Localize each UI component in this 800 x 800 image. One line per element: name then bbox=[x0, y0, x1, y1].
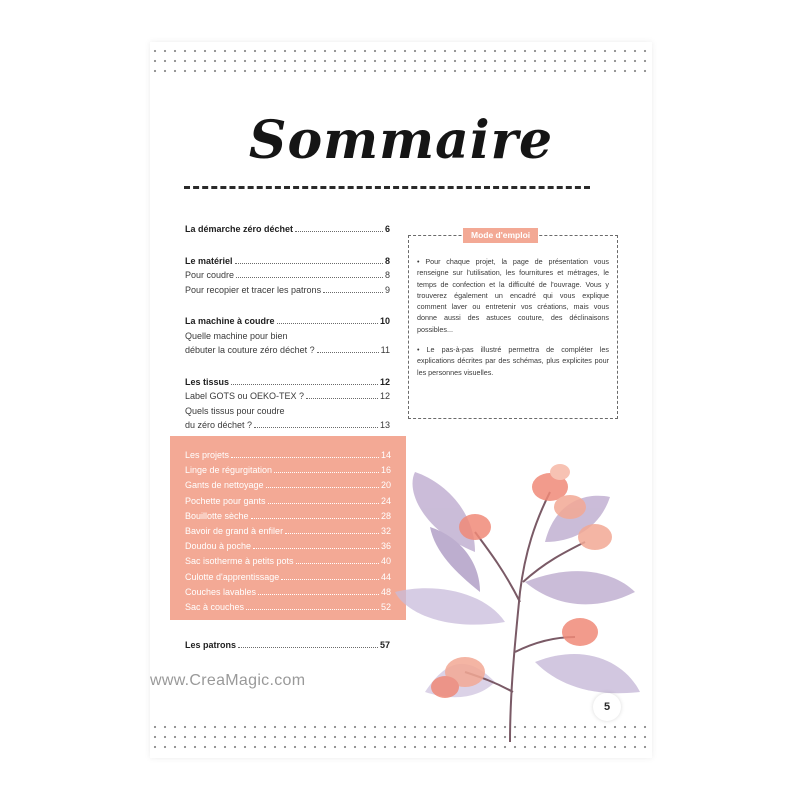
toc-page: 8 bbox=[384, 270, 390, 280]
toc-page: 11 bbox=[380, 345, 390, 355]
dotted-border-bottom bbox=[150, 722, 652, 752]
project-page: 48 bbox=[380, 586, 391, 597]
dot-leader bbox=[277, 323, 378, 324]
toc-label: La démarche zéro déchet bbox=[185, 224, 294, 234]
mode-emploi-tag: Mode d'emploi bbox=[463, 228, 538, 243]
toc-section-demarche bbox=[185, 222, 390, 237]
leaf bbox=[395, 588, 505, 624]
toc-section-materiel bbox=[185, 254, 390, 298]
book-page bbox=[150, 42, 652, 758]
title-divider bbox=[184, 186, 590, 189]
toc-label: Quelle machine pour bien bbox=[185, 330, 288, 341]
project-page: 44 bbox=[380, 571, 391, 582]
toc-page: 10 bbox=[379, 316, 390, 326]
project-row bbox=[185, 539, 391, 554]
dot-leader bbox=[231, 384, 378, 385]
toc-page: 12 bbox=[379, 376, 390, 387]
mode-emploi-paragraph: • Pour chaque projet, la page de présentation vous renseigne sur l'utilisation, les fournitures et métrages, le temps de confection et la difficulté de l'ouvrage. Vous y trouverez également un encadré qui vous explique comment laver ou entretenir vos créations, mais vous donne aussi des astuces couture, des déclinaisons possibles... bbox=[417, 257, 609, 334]
project-row bbox=[185, 570, 391, 585]
flower-petal bbox=[562, 618, 598, 646]
toc-page: 13 bbox=[379, 420, 390, 430]
flower-petal bbox=[550, 464, 570, 480]
project-page: 28 bbox=[380, 510, 391, 521]
page-number: 5 bbox=[593, 693, 621, 721]
mode-emploi-box bbox=[408, 230, 618, 419]
project-page: 40 bbox=[380, 556, 391, 567]
project-page: 52 bbox=[380, 602, 391, 613]
project-label: Sac à couches bbox=[185, 602, 245, 613]
project-row bbox=[185, 448, 391, 463]
dot-leader bbox=[235, 263, 383, 264]
dot-leader bbox=[253, 548, 379, 549]
project-label: Couches lavables bbox=[185, 586, 257, 597]
dot-leader bbox=[317, 352, 379, 353]
toc-label: Les patrons bbox=[185, 640, 237, 650]
toc-row bbox=[185, 283, 390, 298]
toc-row bbox=[185, 404, 390, 419]
dot-leader bbox=[306, 398, 378, 399]
toc-label: Pour coudre bbox=[185, 270, 235, 280]
dot-leader bbox=[258, 594, 379, 595]
project-label: Culotte d'apprentissage bbox=[185, 571, 280, 582]
project-label: Gants de nettoyage bbox=[185, 480, 264, 491]
project-label: Sac isotherme à petits pots bbox=[185, 556, 294, 567]
dotted-border-top bbox=[150, 46, 652, 76]
page-title: Sommaire bbox=[248, 110, 554, 171]
leaf bbox=[525, 571, 635, 604]
toc-page: 9 bbox=[384, 284, 390, 295]
project-row bbox=[185, 478, 391, 493]
project-page: 14 bbox=[380, 450, 391, 460]
dot-leader bbox=[274, 472, 379, 473]
toc-section-machine bbox=[185, 314, 390, 358]
project-row bbox=[185, 494, 391, 509]
dot-leader bbox=[296, 563, 379, 564]
toc-label: débuter la couture zéro déchet ? bbox=[185, 345, 315, 355]
toc-row bbox=[185, 254, 390, 269]
toc-page: 57 bbox=[379, 640, 390, 650]
toc-row bbox=[185, 418, 390, 433]
project-page: 20 bbox=[380, 480, 391, 491]
toc-label: Le matériel bbox=[185, 255, 233, 266]
toc-row bbox=[185, 389, 390, 404]
project-row bbox=[185, 600, 391, 615]
stem bbox=[475, 532, 520, 602]
project-label: Les projets bbox=[185, 450, 230, 460]
project-page: 32 bbox=[380, 526, 391, 537]
project-page: 36 bbox=[380, 541, 391, 552]
project-label: Linge de régurgitation bbox=[185, 465, 273, 476]
toc-page: 8 bbox=[384, 255, 390, 266]
flower-petal bbox=[459, 514, 491, 540]
toc-label: Les tissus bbox=[185, 376, 230, 387]
dot-leader bbox=[246, 609, 379, 610]
dot-leader bbox=[281, 579, 379, 580]
toc-label: La machine à coudre bbox=[185, 316, 275, 326]
toc-label: Pour recopier et tracer les patrons bbox=[185, 284, 322, 295]
dot-leader bbox=[323, 292, 383, 293]
toc-section-tissus bbox=[185, 375, 390, 433]
dot-leader bbox=[295, 231, 383, 232]
project-row bbox=[185, 524, 391, 539]
project-row bbox=[185, 509, 391, 524]
dot-leader bbox=[238, 647, 378, 648]
toc-row bbox=[185, 638, 390, 653]
dot-leader bbox=[254, 427, 378, 428]
mode-emploi-paragraph: • Le pas-à-pas illustré permettra de compléter les explications décrites par des schémas, plus explicites pour les personnes visuelles. bbox=[417, 345, 609, 377]
project-label: Bouillotte sèche bbox=[185, 510, 249, 521]
project-row bbox=[185, 463, 391, 478]
project-page: 16 bbox=[380, 465, 391, 476]
toc-row bbox=[185, 268, 390, 283]
toc-row bbox=[185, 222, 390, 237]
project-label: Doudou à poche bbox=[185, 541, 252, 552]
project-row bbox=[185, 585, 391, 600]
flower-petal bbox=[554, 495, 586, 519]
toc-row bbox=[185, 343, 390, 358]
watermark: www.CreaMagic.com bbox=[150, 672, 306, 689]
toc-page: 12 bbox=[379, 391, 390, 401]
dot-leader bbox=[231, 457, 379, 458]
toc-label: Label GOTS ou OEKO-TEX ? bbox=[185, 391, 305, 401]
toc-label: du zéro déchet ? bbox=[185, 420, 253, 430]
leaf bbox=[535, 654, 640, 693]
flower-petal bbox=[431, 676, 459, 698]
stem bbox=[510, 492, 550, 742]
dot-leader bbox=[236, 277, 383, 278]
dot-leader bbox=[266, 487, 379, 488]
toc-row bbox=[185, 314, 390, 329]
toc-section-patrons bbox=[185, 638, 390, 653]
project-page: 24 bbox=[380, 495, 391, 506]
project-row bbox=[185, 554, 391, 569]
table-of-contents bbox=[185, 222, 390, 450]
project-label: Bavoir de grand à enfiler bbox=[185, 526, 284, 537]
projects-panel bbox=[170, 436, 406, 620]
dot-leader bbox=[285, 533, 379, 534]
flower-petal bbox=[578, 524, 612, 550]
project-label: Pochette pour gants bbox=[185, 495, 266, 506]
toc-row bbox=[185, 329, 390, 344]
dot-leader bbox=[268, 503, 379, 504]
dot-leader bbox=[251, 518, 379, 519]
toc-row bbox=[185, 375, 390, 390]
toc-page: 6 bbox=[384, 224, 390, 234]
toc-label: Quels tissus pour coudre bbox=[185, 405, 285, 416]
